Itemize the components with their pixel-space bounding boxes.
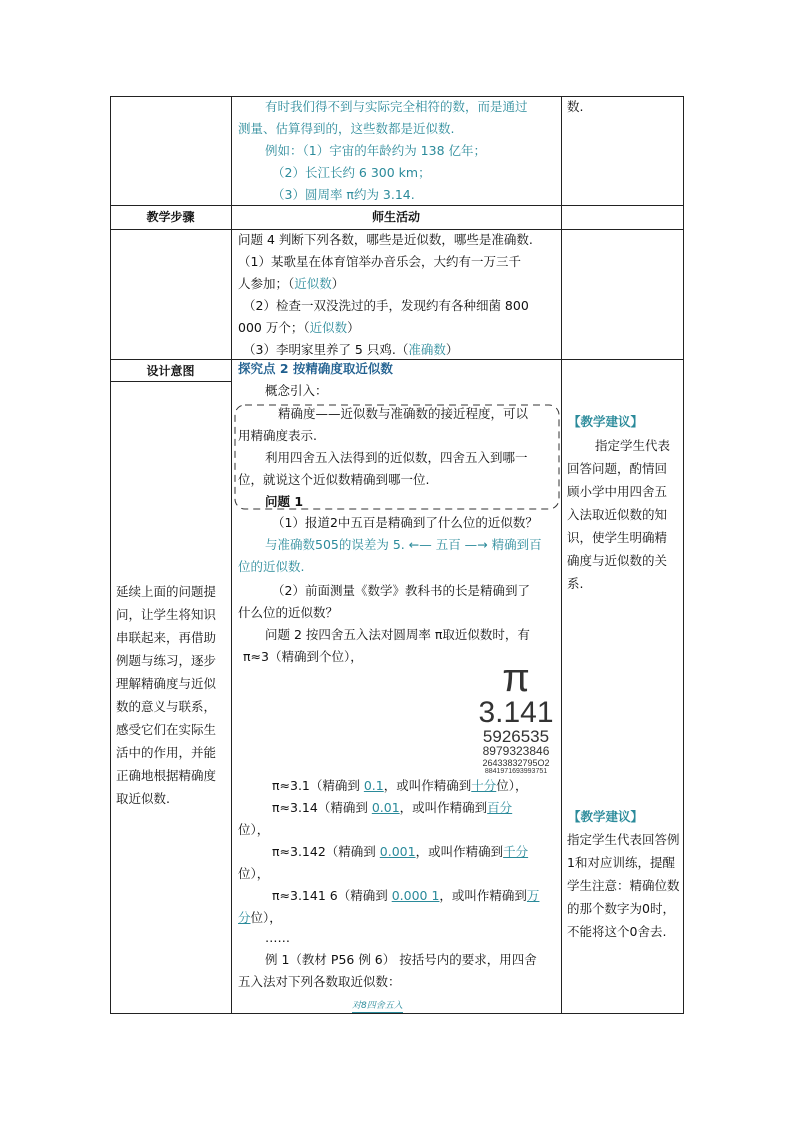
- pi-digits-illustration: π 3.141 5926535 8979323846 26433832795O2 8841971693993751: [474, 658, 558, 776]
- suggestion-2-text: 指定学生代表回答例1和对应训练，提醒学生注意：精确位数的那个数字为0时，不能将这个0舍去.: [567, 832, 680, 939]
- problem-2-line-1: 问题 2 按四舍五入法对圆周率 π取近似数时，有: [265, 627, 530, 642]
- arrow-icon: ←—: [404, 537, 436, 552]
- top-line-1: 有时我们得不到与实际完全相符的数，而是通过: [265, 99, 528, 114]
- suggestion-2-title: 【教学建议】: [568, 809, 644, 824]
- q1-part-2-line-2: 什么位的近似数？: [238, 605, 339, 620]
- header-activity: 师生活动: [371, 210, 420, 224]
- q4-line-5: 000 万个；（近似数）: [238, 320, 360, 335]
- def-line-1: 精确度——近似数与准确数的接近程度，可以: [278, 406, 529, 421]
- pi-approx-4: π≈3.141 6（精确到 0.000 1，或叫作精确到万: [272, 888, 540, 903]
- top-right-note: 数.: [567, 99, 584, 114]
- example-1-line-2: 五入法对下列各数取近似数：: [238, 974, 401, 989]
- q1-part-2-line-1: （2）前面测量《数学》教科书的长是精确到了: [272, 583, 530, 598]
- arrow-icon: —→: [460, 537, 492, 552]
- problem-1-label: 问题 1: [265, 494, 304, 509]
- q1-part-1: （1）报道2中五百是精确到了什么位的近似数？: [272, 515, 538, 530]
- q4-line-4: （2）检查一双没洗过的手，发现约有各种细菌 800: [243, 298, 529, 313]
- explore-title: 探究点 2 按精确度取近似数: [238, 361, 393, 376]
- q1-answer-line-1: 与准确数505的误差为 5. ←— 五百 —→ 精确到百: [265, 537, 542, 552]
- pi-approx-4-cont: 分位），: [238, 910, 282, 925]
- top-line-3: 例如：（1）宇宙的年龄约为 138 亿年；: [265, 143, 487, 158]
- pi-approx-2: π≈3.14（精确到 0.01，或叫作精确到百分: [272, 800, 513, 815]
- pi-approx-1: π≈3.1（精确到 0.1，或叫作精确到十分位），: [272, 778, 528, 793]
- concept-intro: 概念引入：: [265, 383, 328, 398]
- top-line-4: （2）长江长约 6 300 km；: [272, 165, 431, 180]
- def-line-4: 位，就说这个近似数精确到哪一位.: [238, 472, 430, 487]
- q4-line-3: 人参加；（近似数）: [238, 276, 345, 291]
- design-text: 延续上面的问题提问，让学生将知识串联起来，再借助例题与练习，逐步理解精确度与近似数的意义与联系，感受它们在实际生活中的作用，并能正确地根据精确度取近似数.: [116, 584, 217, 806]
- def-line-2: 用精确度表示.: [238, 428, 317, 443]
- pi-symbol: π: [502, 656, 530, 700]
- suggestion-1-title: 【教学建议】: [568, 414, 644, 429]
- pi-approx-3: π≈3.142（精确到 0.001，或叫作精确到千分: [272, 844, 529, 859]
- top-line-5: （3）圆周率 π约为 3.14.: [272, 187, 415, 202]
- q4-line-2: （1）某歌星在体育馆举办音乐会，大约有一万三千: [238, 254, 521, 269]
- pi-approx-3-cont: 位），: [238, 866, 270, 881]
- top-line-2: 测量、估算得到的，这些数都是近似数.: [238, 121, 455, 136]
- example-1-line-1: 例 1（教材 P56 例 6） 按括号内的要求，用四舍: [265, 952, 537, 967]
- row-divider-design: [110, 381, 231, 382]
- pi-approx-2-cont: 位），: [238, 822, 270, 837]
- suggestion-1-text: 指定学生代表回答问题，酌情回顾小学中用四舍五入法取近似数的知识，使学生明确精确度与近似数的关系.: [567, 438, 671, 591]
- q1-answer-line-2: 位的近似数.: [238, 559, 305, 574]
- header-steps: 教学步骤: [146, 210, 195, 224]
- q4-line-6: （3）李明家里养了 5 只鸡.（准确数）: [243, 342, 459, 357]
- design-title: 设计意图: [146, 364, 195, 378]
- problem-2-line-2: π≈3（精确到个位），: [243, 649, 363, 664]
- col-divider-right: [561, 96, 562, 1014]
- handwritten-note: 对8四舍五入: [352, 1001, 403, 1011]
- ellipsis: ……: [265, 930, 290, 945]
- q4-line-1: 问题 4 判断下列各数，哪些是近似数，哪些是准确数.: [238, 232, 533, 247]
- col-divider-left: [231, 96, 232, 1014]
- def-line-3: 利用四舍五入法得到的近似数，四舍五入到哪一: [265, 450, 528, 465]
